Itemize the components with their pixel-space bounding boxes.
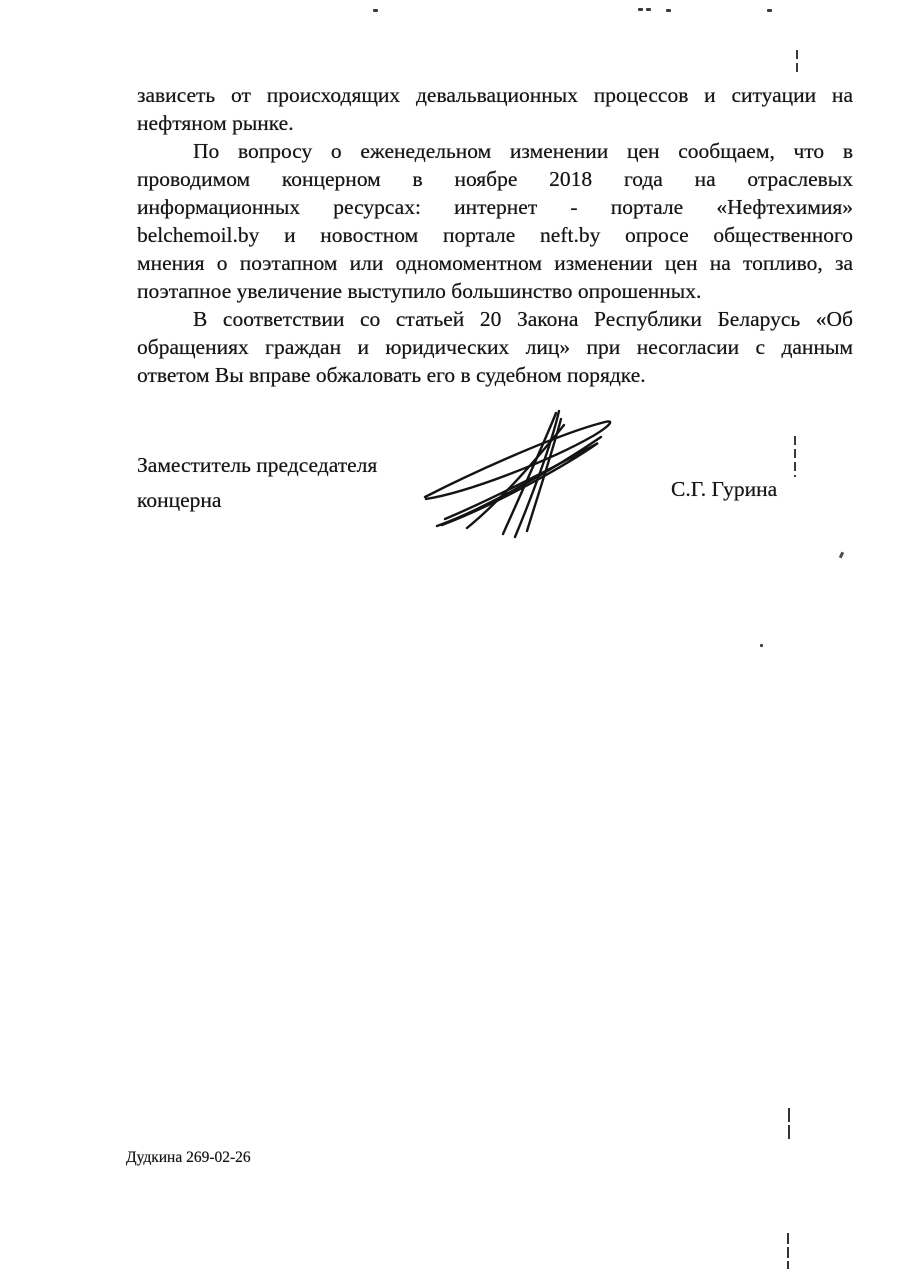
scan-dashed-line-icon [787,1233,789,1269]
scan-speck-icon [646,8,651,11]
body-line: проводимом концерном в ноябре 2018 года на отраслевых [137,167,853,191]
body-line: По вопросу о еженедельном изменении цен сообщаем, что в [193,139,853,163]
signer-title-line2: концерна [137,488,222,512]
body-line: belchemoil.by и новостном портале neft.by опросе общественного [137,223,853,247]
body-line: обращениях граждан и юридических лиц» при несогласии с данным [137,335,853,359]
body-line: зависеть от происходящих девальвационных процессов и ситуации на [137,83,853,107]
body-line: ответом Вы вправе обжаловать его в судебном порядке. [137,363,646,387]
scan-speck-icon [638,8,643,11]
signer-title [137,448,377,518]
body-line: В соответствии со статьей 20 Закона Республики Беларусь «Об [193,307,853,331]
signer-title-line1: Заместитель председателя [137,453,378,477]
body-line: нефтяном рынке. [137,111,294,135]
scan-speck-icon [666,9,671,12]
scan-dashed-line-icon [794,436,796,477]
scan-speck-icon [767,9,772,12]
scan-dashed-line-icon [796,50,798,75]
executor-contact: Дудкина 269-02-26 [126,1149,251,1166]
signer-name: С.Г. Гурина [671,477,778,501]
body-line: мнения о поэтапном или одномоментном изменении цен на топливо, за [137,251,853,275]
body-line: поэтапное увеличение выступило большинство опрошенных. [137,279,702,303]
scan-speck-icon [760,644,763,647]
handwritten-signature-icon [415,406,620,541]
body-line: информационных ресурсах: интернет - портале «Нефтехимия» [137,195,853,219]
scan-speck-icon [839,552,844,559]
scan-dashed-line-icon [788,1108,790,1142]
letter-body-text [137,81,853,389]
scan-speck-icon [373,9,378,12]
